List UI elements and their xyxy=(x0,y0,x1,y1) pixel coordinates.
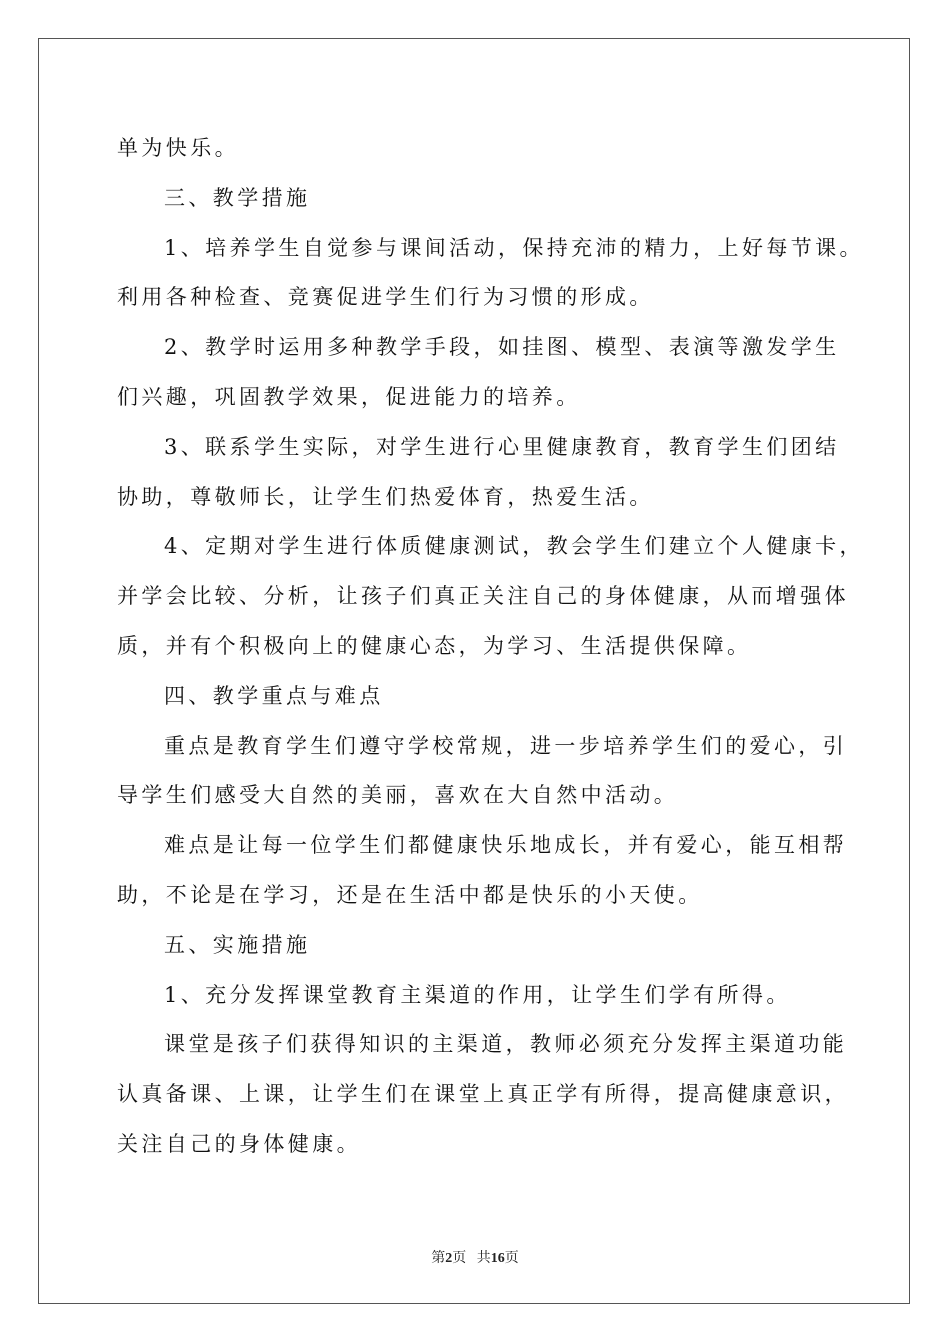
total-prefix: 共 xyxy=(476,1251,491,1266)
text-line: 难点是让每一位学生们都健康快乐地成长，并有爱心，能互相帮 xyxy=(164,833,848,858)
text-line: 导学生们感受大自然的美丽，喜欢在大自然中活动。 xyxy=(117,783,679,808)
text-line: 课堂是孩子们获得知识的主渠道，教师必须充分发挥主渠道功能 xyxy=(164,1032,848,1057)
section-heading: 五、实施措施 xyxy=(164,932,311,957)
text-line: 协助，尊敬师长，让学生们热爱体育，热爱生活。 xyxy=(117,484,654,509)
text-line: 3、联系学生实际，对学生进行心里健康教育，教育学生们团结 xyxy=(164,434,840,459)
page-prefix: 第 xyxy=(431,1251,446,1266)
text-line: 们兴趣，巩固教学效果，促进能力的培养。 xyxy=(117,384,581,409)
document-body xyxy=(117,124,864,1170)
text-line: 关注自己的身体健康。 xyxy=(117,1131,361,1156)
section-heading: 三、教学措施 xyxy=(164,185,311,210)
text-line: 助，不论是在学习，还是在生活中都是快乐的小天使。 xyxy=(117,882,703,907)
text-line: 质，并有个积极向上的健康心态，为学习、生活提供保障。 xyxy=(117,633,752,658)
total-pages: 16 xyxy=(490,1251,505,1266)
text-line: 利用各种检查、竞赛促进学生们行为习惯的形成。 xyxy=(117,285,654,310)
text-line: 单为快乐。 xyxy=(117,136,239,160)
text-line: 1、培养学生自觉参与课间活动，保持充沛的精力，上好每节课。 xyxy=(164,235,864,260)
page-suffix: 页 xyxy=(452,1251,467,1266)
text-line: 认真备课、上课，让学生们在课堂上真正学有所得，提高健康意识， xyxy=(117,1082,849,1107)
text-line: 2、教学时运用多种教学手段，如挂图、模型、表演等激发学生 xyxy=(164,335,840,360)
section-heading: 四、教学重点与难点 xyxy=(164,683,384,708)
text-line: 4、定期对学生进行体质健康测试，教会学生们建立个人健康卡， xyxy=(164,534,864,559)
total-suffix: 页 xyxy=(504,1251,519,1266)
page-footer xyxy=(0,1247,950,1267)
text-line: 1、充分发挥课堂教育主渠道的作用，让学生们学有所得。 xyxy=(164,982,791,1007)
page-number: 2 xyxy=(445,1251,453,1266)
text-line: 并学会比较、分析，让孩子们真正关注自己的身体健康，从而增强体 xyxy=(117,584,849,609)
text-line: 重点是教育学生们遵守学校常规，进一步培养学生们的爱心，引 xyxy=(164,733,848,758)
